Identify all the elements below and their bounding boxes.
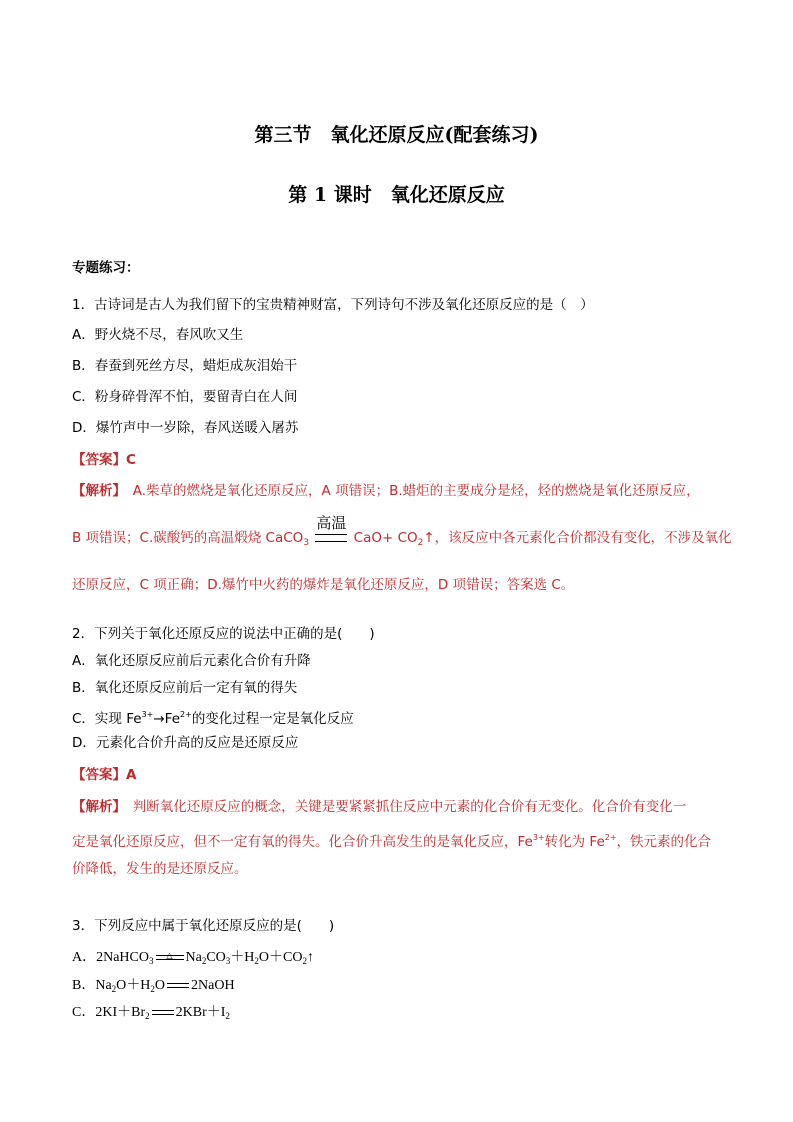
- q2-option-b: B．氧化还原反应前后一定有氧的得失: [72, 680, 298, 696]
- formula-text: O: [154, 978, 166, 993]
- q1-analysis-line-3: 还原反应，C 项正确；D.爆竹中火药的爆炸是氧化还原反应，D 项错误；答案选 C。: [72, 577, 575, 593]
- subscript: 2: [302, 956, 307, 966]
- analysis-text: ，铁元素的化合: [616, 834, 712, 850]
- formula-text: A．2NaHCO: [72, 950, 149, 965]
- formula-text: O＋CO: [258, 950, 303, 965]
- analysis-text: 判断氧化还原反应的概念，关键是要紧紧抓住反应中元素的化合价有无变化。化合价有变化一: [119, 799, 687, 815]
- analysis-label: 【解析】: [72, 799, 120, 815]
- superscript: 3+: [532, 833, 545, 842]
- answer-label: 【答案】: [72, 452, 126, 468]
- page-title: 第三节 氧化还原反应(配套练习): [254, 124, 539, 146]
- formula-text: ↑: [306, 950, 314, 965]
- formula-text: 2NaOH: [191, 978, 235, 993]
- subscript: 2: [201, 956, 207, 966]
- q3-option-b: [72, 976, 732, 999]
- answer-label: 【答案】: [72, 767, 126, 783]
- q3-option-a: [72, 948, 732, 971]
- option-text: →Fe: [153, 711, 181, 727]
- q2-analysis-line-3: 价降低，发生的是还原反应。: [72, 861, 248, 877]
- equals-sign: [167, 983, 189, 988]
- subscript: 3: [149, 956, 154, 966]
- subscript: 2: [254, 956, 259, 966]
- q1-option-a: A．野火烧不尽，春风吹又生: [72, 327, 244, 343]
- answer-value: C: [126, 452, 136, 468]
- q2-option-a: A．氧化还原反应前后元素化合价有升降: [72, 653, 311, 669]
- subscript: 2: [145, 1011, 150, 1021]
- q1-option-c: C．粉身碎骨浑不怕，要留青白在人间: [72, 389, 298, 405]
- subscript: 2: [111, 984, 117, 994]
- analysis-text: 定是氧化还原反应，但不一定有氧的得失。化合价升高发生的是氧化反应，Fe: [72, 834, 533, 850]
- formula-text: CO: [206, 950, 226, 965]
- q1-analysis-line-2: [72, 514, 732, 553]
- analysis-text: B 项错误；C.碳酸钙的高温煅烧 CaCO: [72, 530, 304, 546]
- q2-answer: [72, 765, 732, 785]
- formula-text: ＋H: [230, 950, 255, 965]
- formula-text: B．Na: [72, 978, 112, 993]
- superscript: 2+: [604, 833, 617, 842]
- q1-analysis-line-1: [72, 481, 732, 501]
- subscript: 2: [150, 984, 155, 994]
- q1-option-d: D．爆竹声中一岁除，春风送暖入屠苏: [72, 420, 299, 436]
- equals-sign: [156, 951, 184, 961]
- section-label: 专题练习：: [72, 260, 140, 276]
- analysis-text: A.柴草的燃烧是氧化还原反应，A 项错误；B.蜡炬的主要成分是烃，烃的燃烧是氧化还原反应，: [119, 483, 700, 499]
- q2-analysis-line-1: [72, 797, 732, 817]
- q1-option-b: B．春蚕到死丝方尽，蜡炬成灰泪始干: [72, 358, 298, 374]
- heat-symbol: △: [166, 951, 173, 961]
- formula-text: Na: [185, 950, 202, 965]
- q2-analysis-line-2: [72, 828, 732, 852]
- analysis-text: 转化为 Fe: [544, 834, 605, 850]
- q3-stem: 3．下列反应中属于氧化还原反应的是( ): [72, 918, 335, 934]
- formula-text: C．2KI＋Br: [72, 1005, 146, 1020]
- q3-option-c: [72, 1003, 732, 1026]
- subscript: 2: [417, 538, 424, 548]
- q2-option-c: [72, 705, 732, 729]
- q2-stem: 2．下列关于氧化还原反应的说法中正确的是( ): [72, 626, 375, 642]
- option-text: 的变化过程一定是氧化反应: [191, 711, 354, 727]
- answer-value: A: [126, 767, 137, 783]
- formula-text: 2KBr＋I: [175, 1005, 226, 1020]
- analysis-text: CaO+ CO: [353, 530, 418, 546]
- page-subtitle: 第 1 课时 氧化还原反应: [288, 184, 505, 206]
- superscript: 3+: [141, 710, 154, 719]
- analysis-text: ↑，该反应中各元素化合价都没有变化，不涉及氧化: [423, 530, 732, 546]
- superscript: 2+: [180, 710, 192, 719]
- subscript: 3: [225, 956, 231, 966]
- reaction-condition: 高温: [316, 514, 347, 532]
- q1-answer: [72, 450, 732, 470]
- equals-sign: [152, 1010, 174, 1015]
- equals-sign: [315, 514, 347, 542]
- subscript: 2: [225, 1011, 230, 1021]
- option-text: C．实现 Fe: [72, 711, 142, 727]
- formula-text: O＋H: [116, 978, 151, 993]
- subscript: 3: [303, 538, 310, 548]
- q1-stem: 1．古诗词是古人为我们留下的宝贵精神财富，下列诗句不涉及氧化还原反应的是（ ）: [72, 297, 594, 313]
- analysis-label: 【解析】: [72, 483, 120, 499]
- q2-option-d: D．元素化合价升高的反应是还原反应: [72, 735, 299, 751]
